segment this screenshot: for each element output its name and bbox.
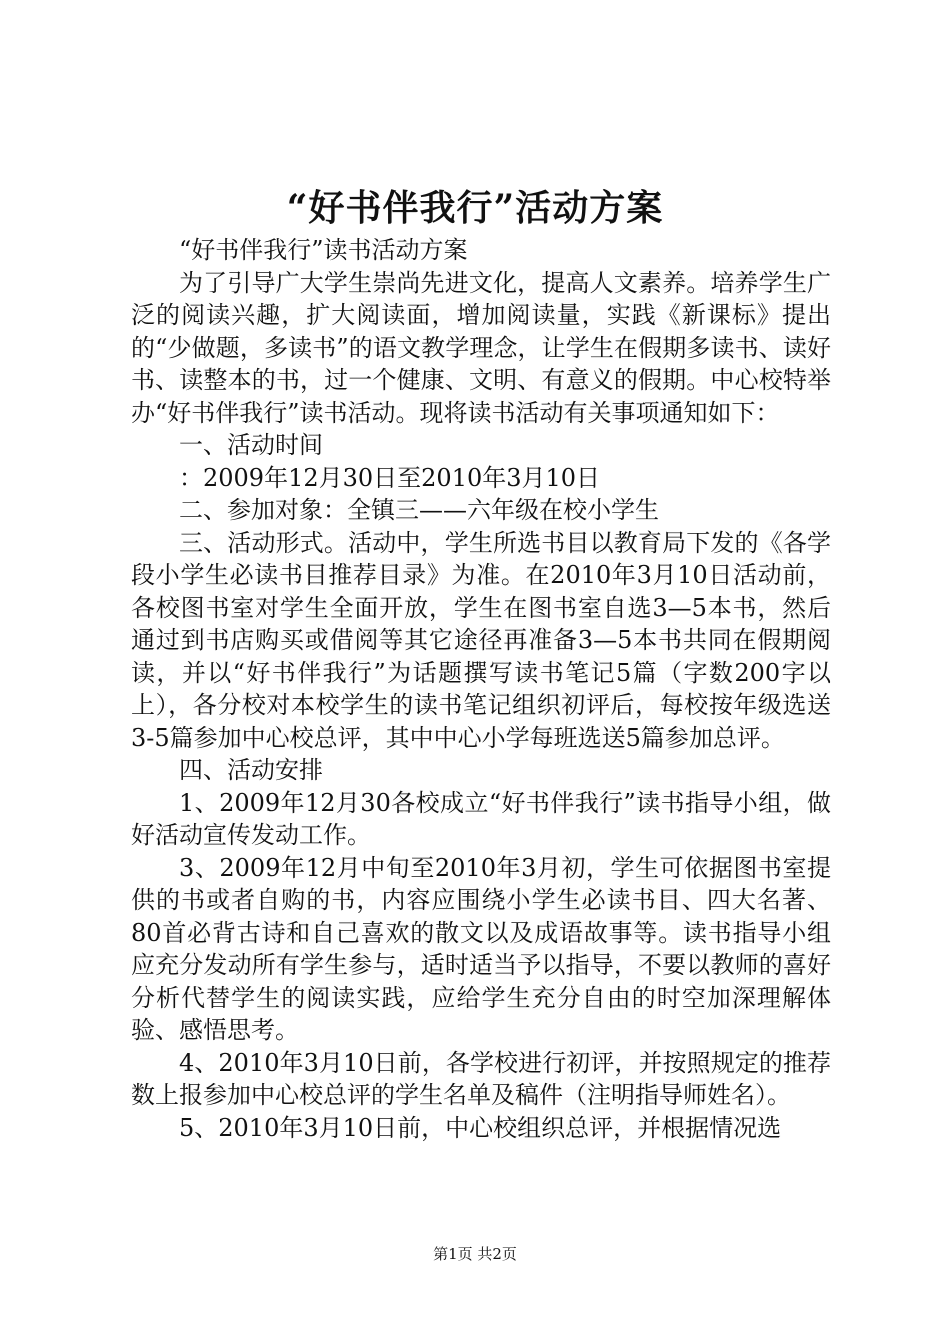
paragraph-schedule-5: 5、2010年3月10日前，中心校组织总评，并根据情况选 [179, 1113, 782, 1142]
section-heading-participants: 二、参加对象：全镇三——六年级在校小学生 [179, 496, 659, 524]
paragraph-schedule-4: 4、2010年3月10日前，各学校进行初评，并按照规定的推荐数上报参加中心校总评的学生名单及稿件（注明指导师姓名）。 [131, 1048, 831, 1109]
paragraph-schedule-3: 3、2009年12月中旬至2010年3月初，学生可依据图书室提供的书或者自购的书，内容应围绕小学生必读书目、四大名著、80首必背古诗和自己喜欢的散文以及成语故事等。读书指导小组应充分发动所有学生参与，适时适当予以指导，不要以教师的喜好分析代替学生的阅读实践，应给学生充分自由的时空加深理解体验、感悟思考。 [131, 853, 831, 1044]
page-number: 第1页 共2页 [433, 1245, 517, 1263]
paragraph-format: 三、活动形式。活动中，学生所选书目以教育局下发的《各学段小学生必读书目推荐目录》为准。在2010年3月10日活动前，各校图书室对学生全面开放，学生在图书室自选3—5本书，然后通过到书店购买或借阅等其它途径再准备3—5本书共同在假期阅读，并以“好书伴我行”为话题撰写读书笔记5篇（字数200字以上），各分校对本校学生的读书笔记组织初评后，每校按年级选送3-5篇参加中心校总评，其中中心小学每班选送5篇参加总评。 [131, 528, 831, 752]
section-heading-schedule: 四、活动安排 [179, 756, 323, 784]
paragraph-schedule-1: 1、2009年12月30各校成立“好书伴我行”读书指导小组，做好活动宣传发动工作。 [131, 788, 831, 849]
document-title: “好书伴我行”活动方案 [286, 187, 664, 229]
paragraph-intro: 为了引导广大学生崇尚先进文化，提高人文素养。培养学生广泛的阅读兴趣，扩大阅读面，增加阅读量，实践《新课标》提出的“少做题，多读书”的语文教学理念，让学生在假期多读书、读好书、读整本的书，过一个健康、文明、有意义的假期。中心校特举办“好书伴我行”读书活动。现将读书活动有关事项通知如下： [131, 268, 831, 427]
section-heading-time: 一、活动时间 [179, 431, 323, 459]
document-body [131, 234, 831, 1144]
paragraph-time: ：2009年12月30日至2010年3月10日 [179, 463, 601, 492]
paragraph-subtitle: “好书伴我行”读书活动方案 [179, 236, 468, 264]
